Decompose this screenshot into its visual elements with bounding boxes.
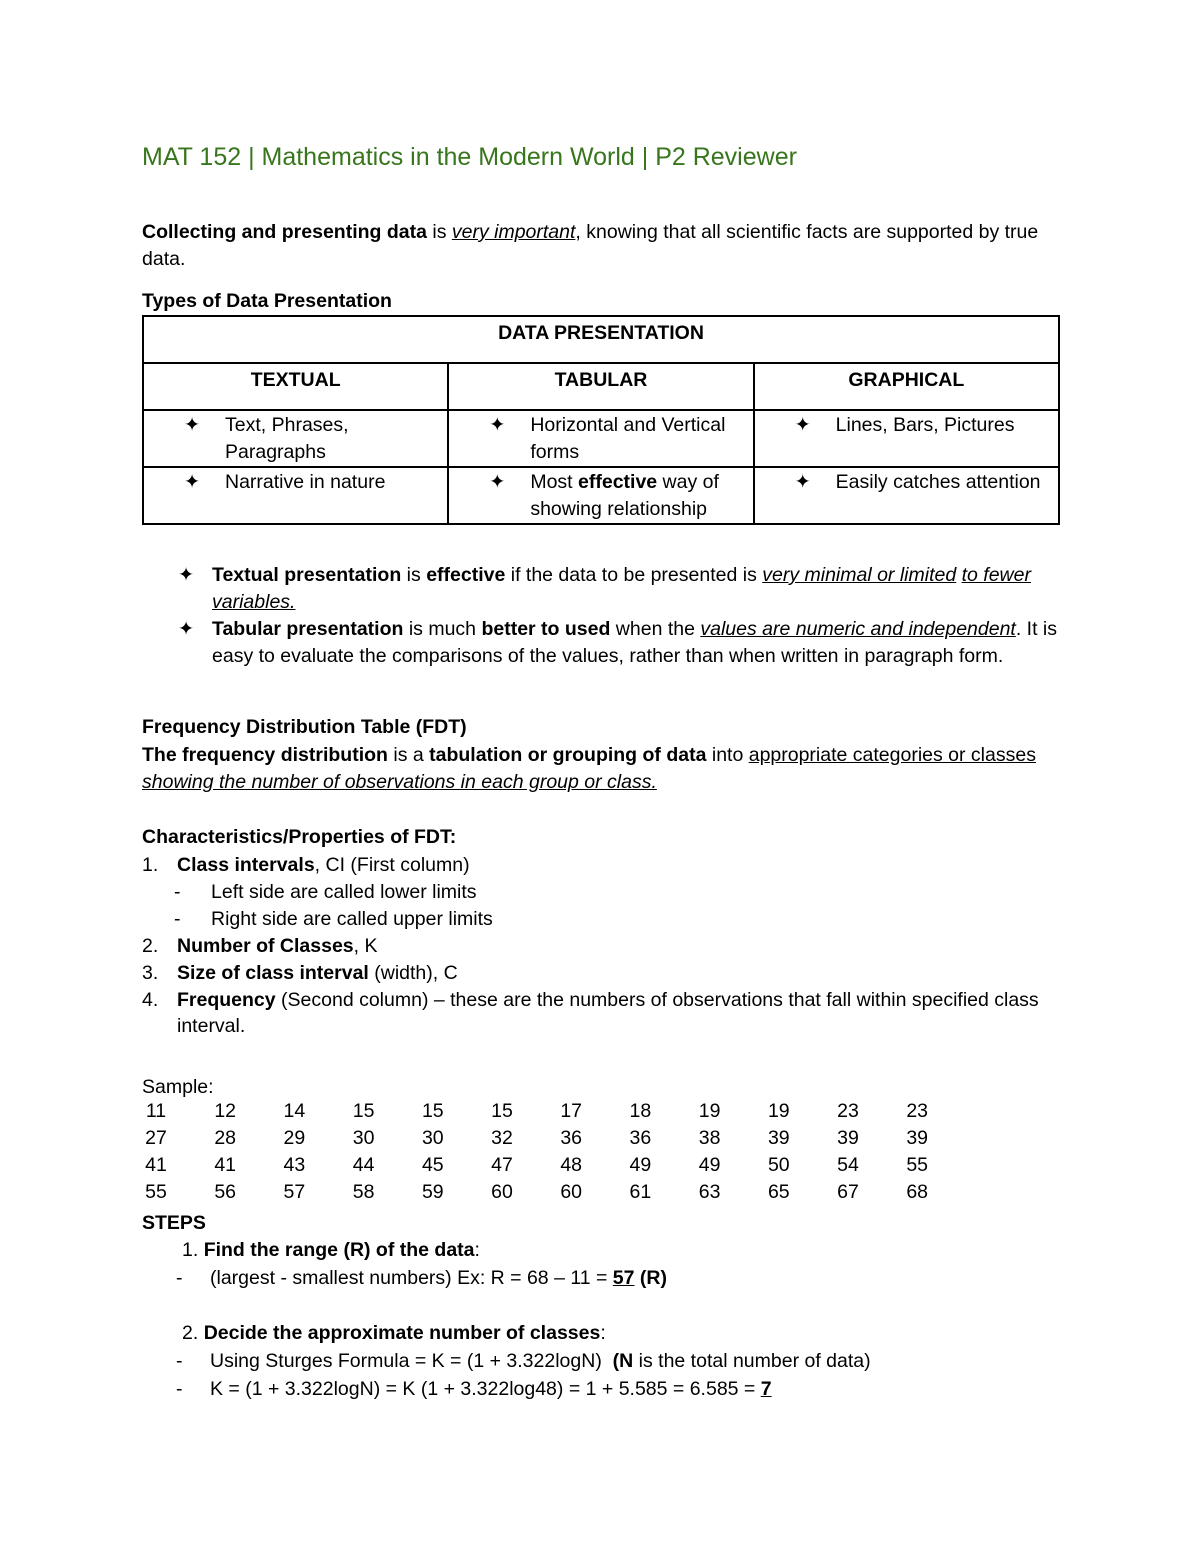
sample-value: 49 <box>698 1154 721 1176</box>
list-bold: Number of Classes <box>177 934 354 957</box>
sample-value: 36 <box>629 1127 652 1149</box>
step-1-heading <box>182 1237 480 1264</box>
sample-value: 19 <box>698 1100 721 1122</box>
intro-text-2: , knowing that all scientific facts are supported by true data. <box>142 221 1039 270</box>
sample-value: 60 <box>560 1181 583 1203</box>
sample-value: 43 <box>283 1154 306 1176</box>
sample-value: 55 <box>145 1181 167 1203</box>
sample-value: 30 <box>421 1127 444 1149</box>
bullet-text: when the <box>610 617 701 640</box>
sample-value: 12 <box>214 1100 237 1122</box>
cell-text: way of showing relationship <box>530 470 719 520</box>
bullet-bold: Tabular presentation <box>212 617 404 640</box>
step-text: Using Sturges Formula = K = (1 + 3.322logN) <box>210 1350 613 1372</box>
sample-value: 54 <box>837 1154 859 1176</box>
fdt-text: into <box>706 744 749 766</box>
sample-value: 14 <box>283 1100 306 1122</box>
sub-list-item <box>142 906 1062 933</box>
list-text: (Second column) – these are the numbers of observations that fall within specified class interval. <box>177 988 1039 1038</box>
list-bold: Class intervals <box>177 854 315 876</box>
sample-value: 29 <box>283 1127 306 1149</box>
steps-heading: STEPS <box>142 1212 206 1234</box>
document-title: MAT 152 | Mathematics in the Modern World | P2 Reviewer <box>142 143 797 171</box>
sub-list-item <box>142 879 1062 906</box>
step-1-detail <box>142 1265 1062 1292</box>
step-text: K = (1 + 3.322logN) = K (1 + 3.322log48) = 1 + 5.585 = 6.585 = <box>210 1378 761 1400</box>
bullet-text: is much <box>403 617 482 640</box>
sample-label: Sample: <box>142 1076 214 1098</box>
dash-bullet: - <box>176 1378 183 1400</box>
step-text: is the total number of data) <box>633 1350 871 1372</box>
sample-value: 18 <box>629 1100 652 1122</box>
table-cell <box>448 410 753 467</box>
list-number: 4. <box>142 988 159 1011</box>
step-bold: (R) <box>634 1267 667 1289</box>
dash-bullet: - <box>174 907 181 930</box>
sample-value: 45 <box>421 1154 444 1176</box>
list-bold: Frequency <box>177 988 276 1011</box>
bullet-underline: very minimal or limited <box>762 564 957 586</box>
column-header-graphical: GRAPHICAL <box>754 363 1059 410</box>
sample-value: 41 <box>214 1154 237 1176</box>
cell-text: Narrative in nature <box>225 470 386 493</box>
bullet-text: if the data to be presented is <box>505 564 763 586</box>
fdt-definition <box>142 742 1062 796</box>
list-number: 3. <box>142 961 159 984</box>
fdt-text: is a <box>387 744 430 766</box>
sample-value: 11 <box>145 1100 167 1122</box>
cell-text: Lines, Bars, Pictures <box>835 414 1015 436</box>
presentation-bullets <box>142 562 1062 670</box>
sample-value: 30 <box>352 1127 375 1149</box>
bullet-underline: values are numeric and independent <box>700 617 1016 640</box>
bullet-text: . It is easy to evaluate the comparisons of the values, rather than when written in paragraph form. <box>212 617 1058 667</box>
sample-value: 38 <box>698 1127 721 1149</box>
table-cell <box>754 410 1059 467</box>
step-number: 2. <box>182 1322 199 1344</box>
table-cell <box>448 467 753 524</box>
list-item <box>142 987 1062 1041</box>
step-2-detail-2 <box>142 1376 1062 1403</box>
list-text: , K <box>353 934 378 957</box>
sample-value: 23 <box>906 1100 929 1122</box>
star-bullet-icon: ✦ <box>489 470 506 493</box>
sample-value: 28 <box>214 1127 237 1149</box>
list-item <box>142 960 1062 987</box>
intro-text-1: is <box>426 221 452 243</box>
sample-value: 15 <box>421 1100 444 1122</box>
bullet-item <box>142 562 1062 616</box>
bullet-bold: effective <box>426 564 506 586</box>
characteristics-list <box>142 852 1062 1040</box>
classes-result: 7 <box>760 1378 772 1400</box>
bullet-underline: to fewer variables. <box>212 564 1031 613</box>
fdt-underline: appropriate categories or classes <box>748 744 1036 766</box>
sample-value: 57 <box>283 1181 306 1203</box>
intro-paragraph <box>142 219 1062 273</box>
step-text: (largest - smallest numbers) Ex: R = 68 – 11 = <box>210 1267 613 1289</box>
sample-value: 56 <box>214 1181 237 1203</box>
dash-bullet: - <box>174 880 181 903</box>
column-header-textual: TEXTUAL <box>143 363 448 410</box>
bullet-bold: better to used <box>481 617 611 640</box>
bullet-text: is <box>401 564 427 586</box>
star-bullet-icon: ✦ <box>183 470 201 493</box>
sample-value: 47 <box>491 1154 513 1176</box>
star-bullet-icon: ✦ <box>183 414 201 436</box>
star-bullet-icon: ✦ <box>177 617 195 640</box>
sample-value: 39 <box>906 1127 929 1149</box>
intro-underline: very important <box>451 221 576 243</box>
table-cell <box>143 410 448 467</box>
sample-value: 39 <box>837 1127 859 1149</box>
list-number: 1. <box>142 854 159 876</box>
sub-list-text: Right side are called upper limits <box>211 907 493 930</box>
sample-value: 36 <box>560 1127 583 1149</box>
data-presentation-table <box>142 315 1060 525</box>
sample-value: 23 <box>837 1100 859 1122</box>
step-colon: : <box>474 1239 480 1261</box>
cell-text: Text, Phrases, Paragraphs <box>225 414 349 463</box>
sample-value: 55 <box>906 1154 929 1176</box>
star-bullet-icon: ✦ <box>489 414 506 436</box>
table-cell <box>754 467 1059 524</box>
sample-value: 63 <box>698 1181 721 1203</box>
table-header: DATA PRESENTATION <box>143 316 1059 363</box>
cell-bold: effective <box>578 470 658 493</box>
sample-value: 27 <box>145 1127 167 1149</box>
table-cell <box>143 467 448 524</box>
sample-value: 50 <box>767 1154 790 1176</box>
sample-value: 15 <box>491 1100 513 1122</box>
fdt-bold: tabulation or grouping of data <box>429 744 707 766</box>
sample-value: 68 <box>906 1181 929 1203</box>
step-bold: (N <box>612 1350 634 1372</box>
fdt-bold: The frequency distribution <box>142 744 388 766</box>
sample-value: 39 <box>767 1127 790 1149</box>
cell-text: Easily catches attention <box>835 470 1041 493</box>
characteristics-heading: Characteristics/Properties of FDT: <box>142 826 457 848</box>
bullet-item <box>142 616 1062 670</box>
bullet-bold: Textual presentation <box>212 564 402 586</box>
step-2-detail-1 <box>142 1348 1062 1375</box>
step-number: 1. <box>182 1239 199 1261</box>
list-text: , CI (First column) <box>314 854 470 876</box>
sample-value: 58 <box>352 1181 375 1203</box>
step-2-heading <box>182 1320 606 1347</box>
sample-value: 67 <box>837 1181 859 1203</box>
list-item <box>142 852 1062 879</box>
range-result: 57 <box>612 1267 635 1289</box>
step-colon: : <box>600 1322 606 1344</box>
star-bullet-icon: ✦ <box>177 564 195 586</box>
star-bullet-icon: ✦ <box>794 470 811 493</box>
list-number: 2. <box>142 934 159 957</box>
sample-value: 61 <box>629 1181 652 1203</box>
sample-value: 17 <box>560 1100 583 1122</box>
column-header-tabular: TABULAR <box>448 363 753 410</box>
star-bullet-icon: ✦ <box>794 414 811 436</box>
dash-bullet: - <box>176 1267 183 1289</box>
list-item <box>142 933 1062 960</box>
sample-value: 41 <box>145 1154 167 1176</box>
sample-value: 44 <box>352 1154 375 1176</box>
sample-value: 65 <box>767 1181 790 1203</box>
sample-value: 60 <box>491 1181 513 1203</box>
step-title: Find the range (R) of the data <box>203 1239 475 1261</box>
intro-bold: Collecting and presenting data <box>142 221 427 243</box>
cell-text: Most <box>530 470 579 493</box>
sample-value: 49 <box>629 1154 652 1176</box>
fdt-heading: Frequency Distribution Table (FDT) <box>142 716 467 738</box>
dash-bullet: - <box>176 1350 183 1372</box>
sample-value: 32 <box>491 1127 513 1149</box>
types-heading: Types of Data Presentation <box>142 290 392 312</box>
sample-value: 48 <box>560 1154 583 1176</box>
sample-value: 15 <box>352 1100 375 1122</box>
sample-value: 19 <box>767 1100 790 1122</box>
list-text: (width), C <box>368 961 458 984</box>
list-bold: Size of class interval <box>177 961 369 984</box>
fdt-underline: showing the number of observations in each group or class. <box>142 770 657 793</box>
step-title: Decide the approximate number of classes <box>203 1322 601 1344</box>
sample-value: 59 <box>421 1181 444 1203</box>
cell-text: Horizontal and Vertical forms <box>530 414 726 463</box>
sub-list-text: Left side are called lower limits <box>211 880 477 903</box>
